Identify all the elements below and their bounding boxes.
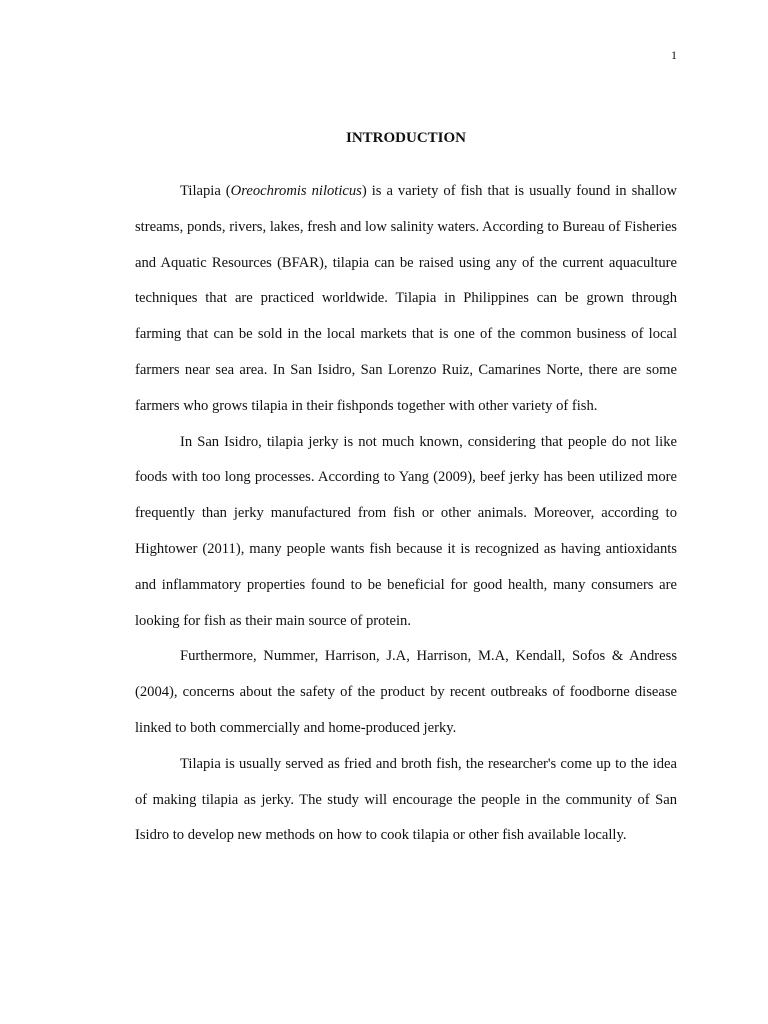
paragraph-3: Furthermore, Nummer, Harrison, J.A, Harrison, M.A, Kendall, Sofos & Andress (2004), concerns about the safety of the product by recent outbreaks of foodborne disease linked to both commercially and home-produced jerky. [135,648,677,736]
paragraph-1 [135,174,677,425]
paragraph-2: In San Isidro, tilapia jerky is not much known, considering that people do not like foods with too long processes. According to Yang (2009), beef jerky has been utilized more frequently than jerky manufactured from fish or other animals. Moreover, according to Hightower (2011), many people wants fish because it is recognized as having antioxidants and inflammatory properties found to be beneficial for good health, many consumers are looking for fish as their main source of protein. [135,433,677,629]
page-number: 1 [671,48,677,62]
paragraph-1-start: Tilapia ( [180,183,231,199]
paragraph-4: Tilapia is usually served as fried and broth fish, the researcher's come up to the idea of making tilapia as jerky. The study will encourage the people in the community of San Isidro to develop new methods on how to cook tilapia or other fish available locally. [135,755,677,844]
scientific-name: Oreochromis niloticus [230,183,362,199]
page-title: INTRODUCTION [345,130,466,146]
document-body [135,174,677,854]
paragraph-1-rest: ) is a variety of fish that is usually found in shallow streams, ponds, rivers, lakes, fresh and low salinity waters. According to Bureau of Fisheries and Aquatic Resources (BFAR), tilapia can be raised using any of the current aquaculture techniques that are practiced worldwide. Tilapia in Philippines can be grown through farming that can be sold in the local markets that is one of the common business of local farmers near sea area. In San Isidro, San Lorenzo Ruiz, Camarines Norte, there are some farmers who grows tilapia in their fishponds together with other variety of fish. [135,183,677,414]
